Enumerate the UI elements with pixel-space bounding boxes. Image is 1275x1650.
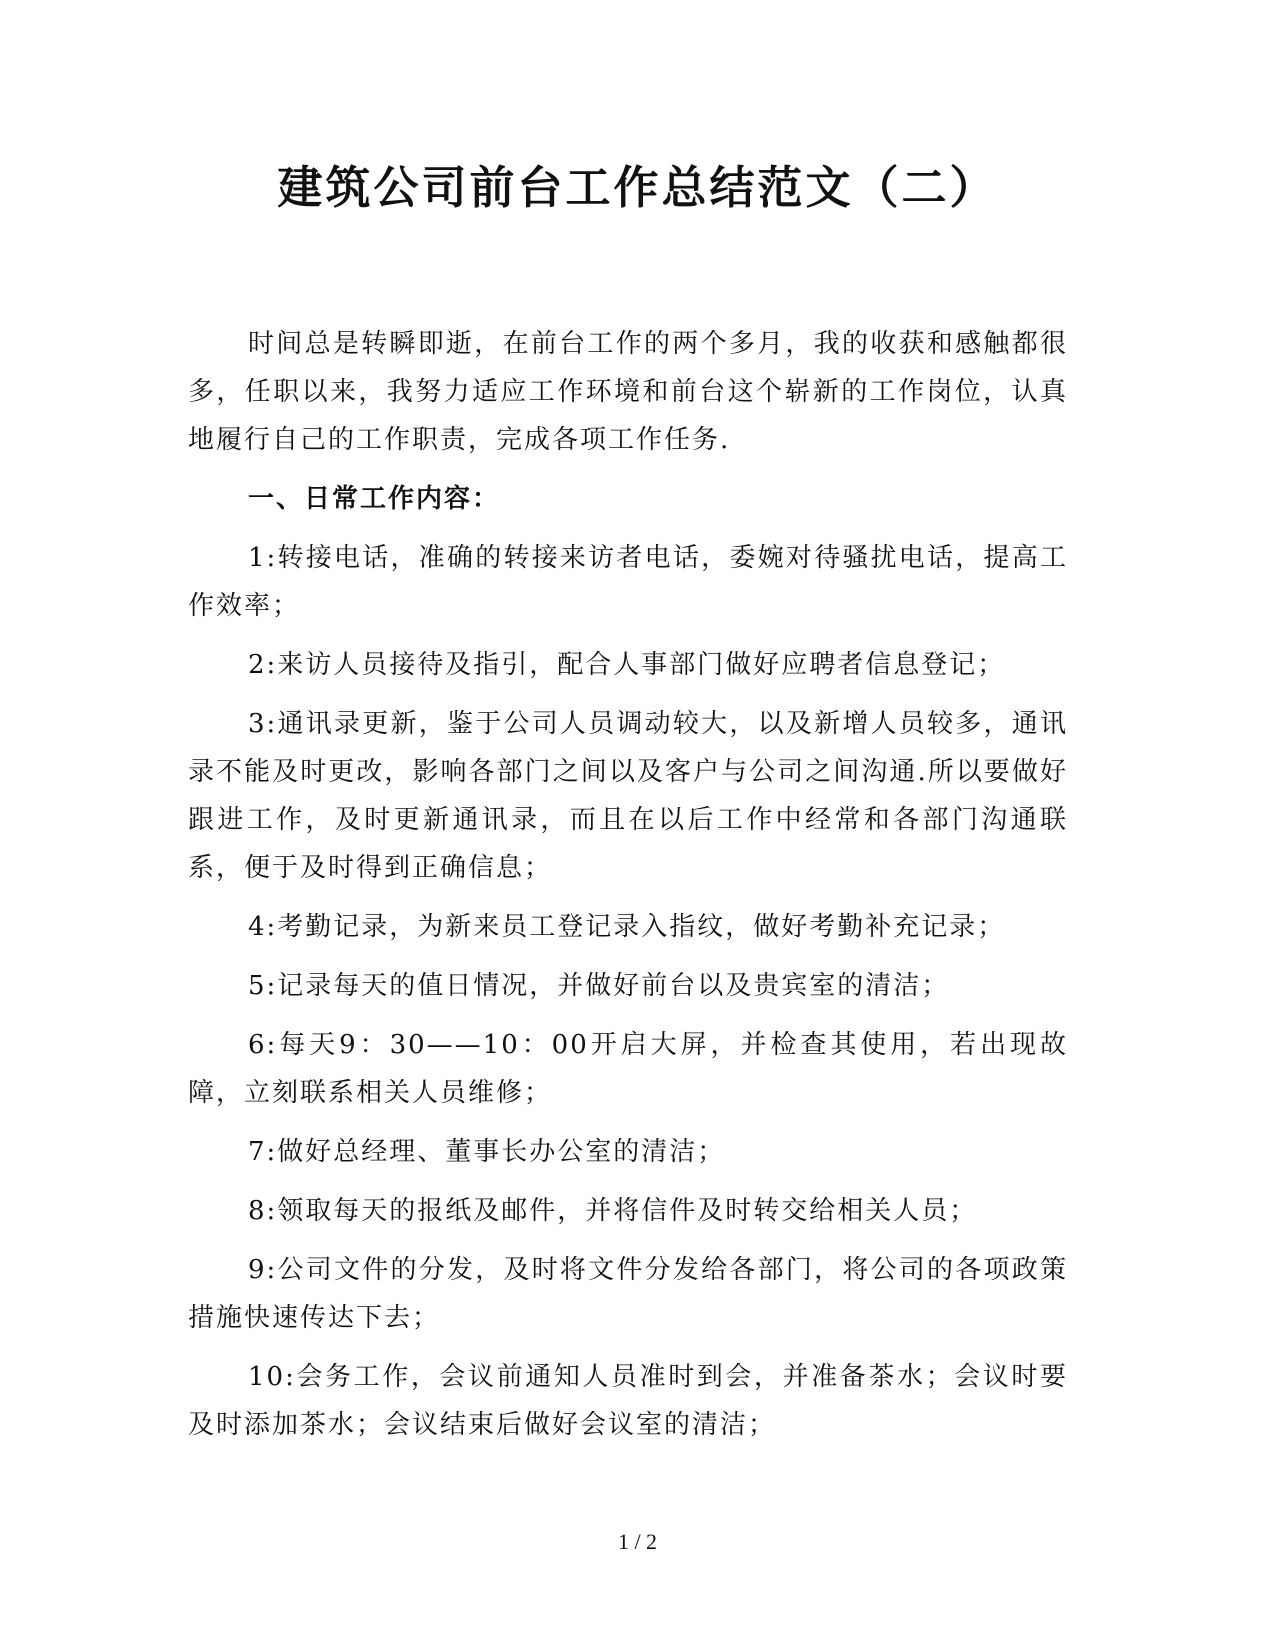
intro-paragraph: 时间总是转瞬即逝，在前台工作的两个多月，我的收获和感触都很多，任职以来，我努力适应工作环境和前台这个崭新的工作岗位，认真地履行自己的工作职责，完成各项工作任务.: [188, 329, 1068, 455]
list-item: 2:来访人员接待及指引，配合人事部门做好应聘者信息登记；: [248, 650, 1006, 680]
list-item: 4:考勤记录，为新来员工登记录入指纹，做好考勤补充记录；: [248, 912, 1006, 942]
list-item: 7:做好总经理、董事长办公室的清洁；: [248, 1137, 726, 1167]
document-body: [188, 320, 1068, 1460]
list-item: 8:领取每天的报纸及邮件，并将信件及时转交给相关人员；: [248, 1196, 978, 1226]
list-item: 9:公司文件的分发，及时将文件分发给各部门，将公司的各项政策措施快速传达下去；: [188, 1255, 1068, 1333]
page-number: 1 / 2: [617, 1529, 658, 1554]
list-item: 1:转接电话，准确的转接来访者电话，委婉对待骚扰电话，提高工作效率；: [188, 543, 1068, 621]
list-item: 3:通讯录更新，鉴于公司人员调动较大，以及新增人员较多，通讯录不能及时更改，影响各部门之间以及客户与公司之间沟通.所以要做好跟进工作，及时更新通讯录，而且在以后工作中经常和各部门沟通联系，便于及时得到正确信息；: [188, 709, 1068, 883]
document-title: 建筑公司前台工作总结范文（二）: [277, 161, 998, 214]
list-item: 5:记录每天的值日情况，并做好前台以及贵宾室的清洁；: [248, 971, 950, 1001]
section-heading: 一、日常工作内容：: [248, 484, 501, 514]
list-item: 6:每天9：30——10：00开启大屏，并检查其使用，若出现故障，立刻联系相关人员维修；: [188, 1030, 1068, 1108]
list-item: 10:会务工作，会议前通知人员准时到会，并准备茶水；会议时要及时添加茶水；会议结束后做好会议室的清洁；: [188, 1362, 1068, 1440]
